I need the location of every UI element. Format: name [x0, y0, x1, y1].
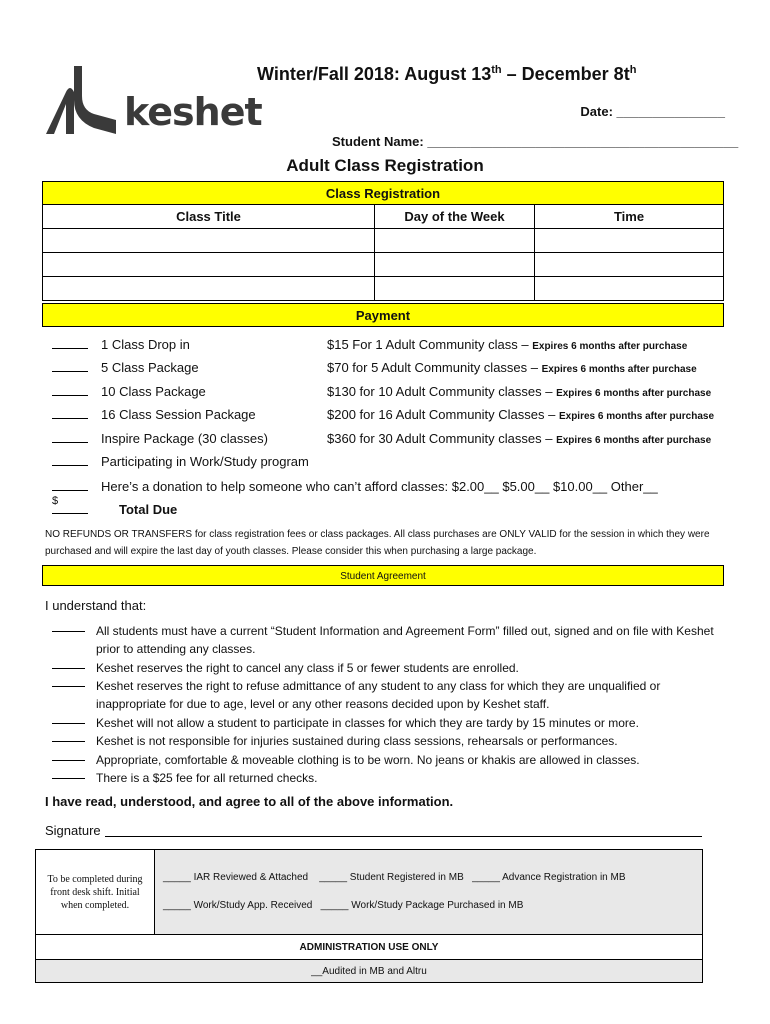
class-registration-table [42, 181, 724, 301]
agreement-item: All students must have a current “Student Information and Agreement Form” filled out, signed and on file with Keshet prior to attending any classes. [96, 624, 714, 656]
agreement-blank-6[interactable] [52, 751, 95, 769]
table-row [43, 277, 724, 301]
title-sup-1: th [491, 64, 502, 76]
class-title-cell[interactable] [43, 253, 375, 277]
payment-price: $70 for 5 Adult Community classes – Expires 6 months after purchase [327, 360, 697, 375]
student-name-field[interactable]: Student Name: ___________________________________________ [332, 134, 739, 149]
keshet-logo-text: keshet [124, 90, 262, 134]
payment-label: 1 Class Drop in [101, 337, 190, 352]
keshet-logo-mark-icon [44, 62, 124, 142]
payment-option-16-class[interactable] [52, 407, 88, 422]
admin-box [35, 849, 703, 983]
payment-price: $130 for 10 Adult Community classes – Expires 6 months after purchase [327, 384, 712, 399]
payment-blank[interactable] [52, 432, 88, 443]
payment-label: 16 Class Session Package [101, 407, 256, 422]
class-registration-header: Class Registration [43, 182, 724, 205]
title-prefix: Winter/Fall 2018: August 13 [257, 64, 492, 84]
payment-price: $360 for 30 Adult Community classes – Expires 6 months after purchase [327, 431, 712, 446]
admin-checklist [155, 850, 703, 935]
agreement-intro: I understand that: [45, 598, 147, 613]
keshet-logo [44, 62, 262, 142]
title-sup-2: h [629, 64, 637, 76]
payment-option-drop-in[interactable] [52, 337, 88, 352]
payment-option-10-class[interactable] [52, 384, 88, 399]
payment-option-5-class[interactable] [52, 360, 88, 375]
payment-option-inspire[interactable] [52, 431, 88, 446]
form-title: Adult Class Registration [286, 156, 484, 175]
payment-label: 5 Class Package [101, 360, 199, 375]
agreement-item: Keshet reserves the right to refuse admittance of any student to any class for which they are unqualified or inappropriate for due to age, level or any other reasons decided upon by Keshet staff. [96, 679, 661, 711]
class-title-cell[interactable] [43, 277, 375, 301]
session-title [257, 64, 636, 85]
day-cell[interactable] [375, 277, 535, 301]
agreement-blank-1[interactable] [52, 622, 95, 640]
agreement-item: Keshet reserves the right to cancel any class if 5 or fewer students are enrolled. [96, 661, 519, 675]
payment-label: 10 Class Package [101, 384, 206, 399]
title-mid: – December 8t [501, 64, 630, 84]
student-agreement-header: Student Agreement [42, 565, 724, 586]
agreement-blank-3[interactable] [52, 677, 95, 695]
table-row [43, 253, 724, 277]
signature-label: Signature [45, 823, 101, 838]
total-due-blank[interactable] [52, 502, 88, 517]
time-cell[interactable] [535, 277, 724, 301]
front-desk-note: To be completed during front desk shift. Initial when completed. [36, 850, 155, 935]
payment-blank[interactable] [52, 480, 88, 491]
agreement-blank-5[interactable] [52, 732, 95, 750]
payment-blank[interactable] [52, 338, 88, 349]
total-due-label: Total Due [119, 502, 178, 517]
admin-line-2[interactable]: _____ Work/Study App. Received _____ Work/Study Package Purchased in MB [163, 900, 524, 911]
refund-notice: NO REFUNDS OR TRANSFERS for class registration fees or class packages. All class purchases are ONLY VALID for the session in which they were purchased and will expire the last day of youth classes. Please consider this when purchasing a large package. [45, 529, 710, 557]
class-title-cell[interactable] [43, 229, 375, 253]
payment-blank[interactable] [52, 361, 88, 372]
column-header-class-title: Class Title [43, 205, 375, 229]
time-cell[interactable] [535, 253, 724, 277]
agreement-blank-2[interactable] [52, 659, 95, 677]
admin-line-1[interactable]: _____ IAR Reviewed & Attached _____ Student Registered in MB _____ Advance Registration in MB [163, 872, 626, 883]
payment-blank[interactable] [52, 455, 88, 466]
donation-label: Here’s a donation to help someone who can’t afford classes: $2.00__ $5.00__ $10.00__ Other__ [101, 479, 658, 494]
column-header-day-of-week: Day of the Week [375, 205, 535, 229]
payment-price: $200 for 16 Adult Community Classes – Expires 6 months after purchase [327, 407, 715, 422]
payment-blank[interactable] [52, 385, 88, 396]
day-cell[interactable] [375, 253, 535, 277]
agreement-blank-4[interactable] [52, 714, 95, 732]
admin-use-only-header: ADMINISTRATION USE ONLY [36, 935, 703, 960]
column-header-time: Time [535, 205, 724, 229]
agreement-blank-7[interactable] [52, 769, 95, 787]
agreement-item: Appropriate, comfortable & moveable clothing is to be worn. No jeans or khakis are allowed in classes. [96, 753, 640, 767]
payment-label: Participating in Work/Study program [101, 454, 309, 469]
table-row [43, 229, 724, 253]
payment-header: Payment [42, 303, 724, 327]
payment-option-work-study[interactable] [52, 454, 88, 469]
date-field[interactable]: Date: _______________ [580, 104, 725, 119]
agreement-item: Keshet is not responsible for injuries sustained during class sessions, rehearsals or performances. [96, 734, 618, 748]
payment-option-donation[interactable] [52, 479, 88, 494]
signature-line[interactable] [105, 836, 702, 837]
payment-price: $15 For 1 Adult Community class – Expires 6 months after purchase [327, 337, 688, 352]
agreement-item: Keshet will not allow a student to participate in classes for which they are tardy by 15 minutes or more. [96, 716, 639, 730]
audited-field[interactable]: __Audited in MB and Altru [36, 960, 703, 983]
agreement-item: There is a $25 fee for all returned checks. [96, 771, 318, 785]
payment-blank[interactable] [52, 408, 88, 419]
time-cell[interactable] [535, 229, 724, 253]
day-cell[interactable] [375, 229, 535, 253]
payment-label: Inspire Package (30 classes) [101, 431, 268, 446]
total-prefix: $ [52, 495, 59, 507]
acknowledgement: I have read, understood, and agree to all of the above information. [45, 794, 454, 809]
